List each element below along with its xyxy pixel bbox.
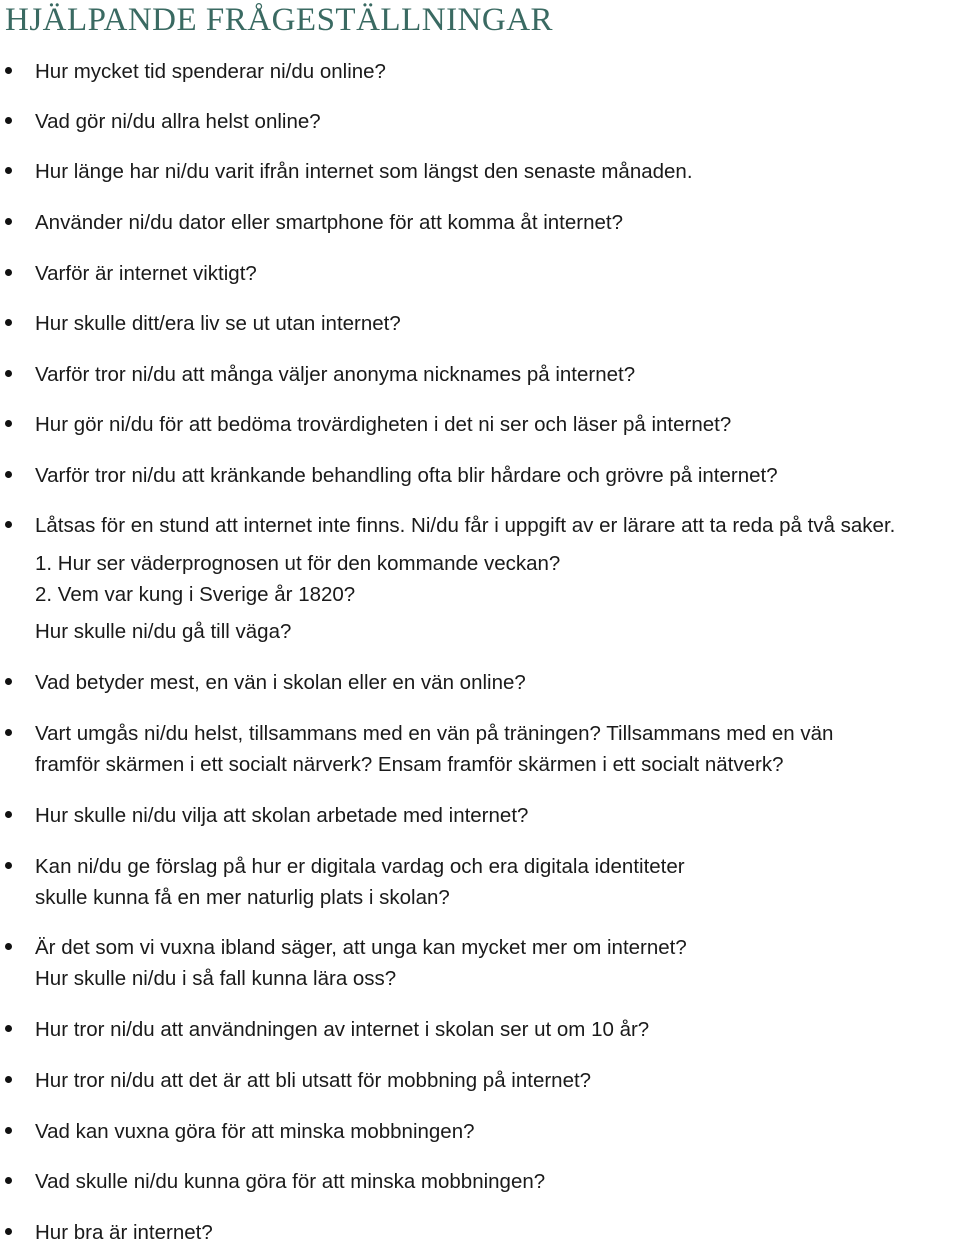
question-text: Vad betyder mest, en vän i skolan eller en vän online? xyxy=(35,671,526,694)
question-text: Kan ni/du ge förslag på hur er digitala vardag och era digitala identiteter xyxy=(35,855,685,878)
question-text: Är det som vi vuxna ibland säger, att unga kan mycket mer om internet? xyxy=(35,936,687,959)
question-text: Vad skulle ni/du kunna göra för att minska mobbningen? xyxy=(35,1170,546,1193)
question-text: Varför tror ni/du att många väljer anonyma nicknames på internet? xyxy=(35,363,636,386)
question-text: Hur mycket tid spenderar ni/du online? xyxy=(35,60,386,83)
question-text: Låtsas för en stund att internet inte finns. Ni/du får i uppgift av er lärare att ta reda på två saker. xyxy=(35,514,896,537)
question-text: Hur bra är internet? xyxy=(35,1221,213,1244)
bullet-icon xyxy=(5,319,12,326)
bullet-icon xyxy=(5,67,12,74)
question-text: Hur tror ni/du att det är att bli utsatt för mobbning på internet? xyxy=(35,1069,592,1092)
question-text: Hur skulle ni/du vilja att skolan arbetade med internet? xyxy=(35,804,529,827)
question-text: Varför är internet viktigt? xyxy=(35,262,257,285)
question-text: Hur skulle ditt/era liv se ut utan internet? xyxy=(35,312,401,335)
bullet-icon xyxy=(5,117,12,124)
question-text: Hur tror ni/du att användningen av internet i skolan ser ut om 10 år? xyxy=(35,1018,650,1041)
question-subitem: 1. Hur ser väderprognosen ut för den kommande veckan? xyxy=(35,552,561,575)
bullet-icon xyxy=(5,269,12,276)
question-text: Vad gör ni/du allra helst online? xyxy=(35,110,321,133)
question-text: Vad kan vuxna göra för att minska mobbningen? xyxy=(35,1120,475,1143)
bullet-icon xyxy=(5,218,12,225)
question-subitem: 2. Vem var kung i Sverige år 1820? xyxy=(35,583,356,606)
bullet-icon xyxy=(5,729,12,736)
bullet-icon xyxy=(5,420,12,427)
question-text-continued: skulle kunna få en mer naturlig plats i skolan? xyxy=(35,886,450,909)
bullet-icon xyxy=(5,521,12,528)
page-title: HJÄLPANDE FRÅGESTÄLLNINGAR xyxy=(5,2,554,38)
bullet-icon xyxy=(5,1177,12,1184)
bullet-icon xyxy=(5,1025,12,1032)
bullet-icon xyxy=(5,1228,12,1235)
question-text: Hur länge har ni/du varit ifrån internet som längst den senaste månaden. xyxy=(35,160,693,183)
bullet-icon xyxy=(5,811,12,818)
bullet-icon xyxy=(5,943,12,950)
question-text: Varför tror ni/du att kränkande behandling ofta blir hårdare och grövre på internet? xyxy=(35,464,778,487)
question-text: Vart umgås ni/du helst, tillsammans med en vän på träningen? Tillsammans med en vän xyxy=(35,722,834,745)
bullet-icon xyxy=(5,678,12,685)
bullet-icon xyxy=(5,471,12,478)
bullet-icon xyxy=(5,1076,12,1083)
question-text: Använder ni/du dator eller smartphone för att komma åt internet? xyxy=(35,211,623,234)
bullet-icon xyxy=(5,862,12,869)
bullet-icon xyxy=(5,1127,12,1134)
question-text-continued: Hur skulle ni/du i så fall kunna lära oss? xyxy=(35,967,397,990)
question-text: Hur gör ni/du för att bedöma trovärdigheten i det ni ser och läser på internet? xyxy=(35,413,732,436)
question-text-continued: framför skärmen i ett socialt närverk? Ensam framför skärmen i ett socialt nätverk? xyxy=(35,753,784,776)
question-subitem: Hur skulle ni/du gå till väga? xyxy=(35,620,292,643)
bullet-icon xyxy=(5,370,12,377)
bullet-icon xyxy=(5,167,12,174)
